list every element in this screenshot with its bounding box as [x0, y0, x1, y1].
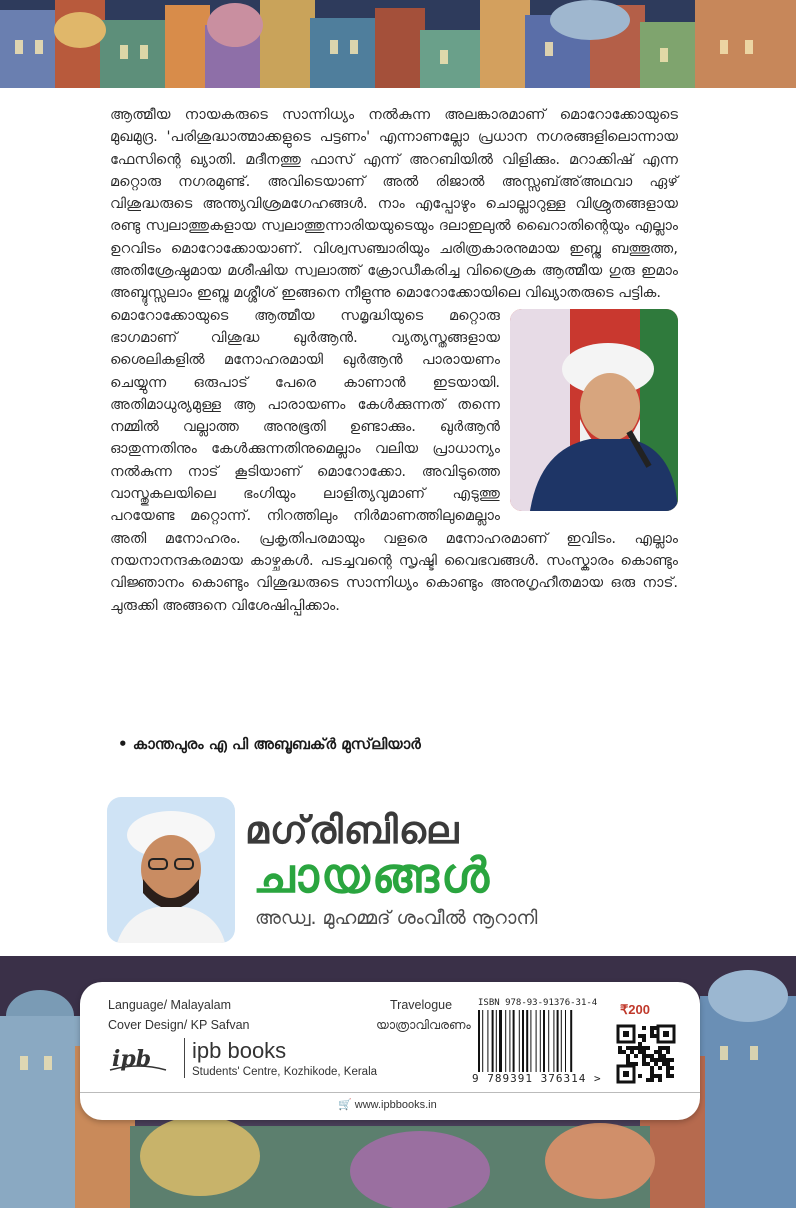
paragraph-1: ആത്മീയ നായകരുടെ സാന്നിധ്യം നൽകുന്ന അലങ്കാരമാണ് മൊറോക്കോയുടെ മുഖമുദ്ര. 'പരിശുദ്ധാത്മാക്കളുടെ പട്ടണം' എന്നാണല്ലോ പ്രധാന നഗരങ്ങളിലൊന്നായ ഫേസിന്റെ ഖ്യാതി. മദീനത്തു ഫാസ് എന്ന് അറബിയിൽ വിളിക്കും. മറാക്കിഷ് എന്ന മറ്റൊരു നഗരമുണ്ട്. അവിടെയാണ് അൽ രിജാൽ അസ്സബ്അ്അഥവാ ഏഴ് വിശുദ്ധരുടെ അന്ത്യവിശ്രമഗേഹങ്ങൾ. നാം എപ്പോഴും ചൊല്ലാറുള്ള വിശ്രുതങ്ങളായ രണ്ടു സ്വലാത്തുകളായ സ്വലാത്തുന്നാരിയയുടെയും ദലാഇലുൽ ഖൈറാതിന്റെയും എല്ലാം ഉറവിടം മൊറോക്കോയാണ്. വിശ്വസഞ്ചാരിയും ചരിത്രകാരനുമായ ഇബ്നു ബത്തൂത്ത, അതിശ്രേഷ്ഠമായ മശീഷിയ സ്വലാത്ത് ക്രോഡീകരിച്ച വിശ്രൈക ആത്മീയ ഗുരു ഇമാം അബ്ദുസ്സലാം ഇബ്നു മശ്ശീശ് ഇങ്ങനെ നീളുന്നു മൊറോക്കോയിലെ വിഖ്യാതരുടെ പട്ടിക.	[110, 106, 678, 302]
barcode-bar	[519, 1010, 520, 1072]
qr-cell	[666, 1050, 670, 1054]
cover-design-label: Cover Design/ KP Safvan	[108, 1018, 250, 1032]
qr-cell	[650, 1070, 654, 1074]
qr-cell	[650, 1078, 654, 1082]
barcode-bar	[496, 1010, 497, 1072]
qr-cell	[638, 1050, 642, 1054]
barcode-bar	[548, 1010, 549, 1072]
cart-icon: 🛒	[338, 1099, 352, 1111]
barcode-bar	[505, 1010, 506, 1072]
language-label: Language/ Malayalam	[108, 998, 231, 1012]
book-info-card	[80, 982, 700, 1120]
ipb-logo-icon	[108, 1040, 168, 1076]
isbn-label: ISBN 978-93-91376-31-4	[478, 998, 598, 1008]
book-title-line-2: ചായങ്ങൾ	[253, 848, 492, 904]
barcode-bar	[565, 1010, 566, 1072]
qr-cell	[646, 1054, 650, 1058]
qr-cell	[626, 1046, 630, 1050]
qr-cell	[642, 1038, 646, 1042]
barcode-bar	[540, 1010, 541, 1072]
qr-cell	[654, 1074, 658, 1078]
barcode-bar	[530, 1010, 531, 1072]
qr-cell	[638, 1034, 642, 1038]
barcode-bar	[561, 1010, 562, 1072]
barcode-bar	[487, 1010, 488, 1072]
website-link[interactable]	[338, 1098, 437, 1111]
qr-cell	[658, 1050, 662, 1054]
barcode-bar	[499, 1010, 502, 1072]
qr-cell	[638, 1042, 642, 1046]
qr-cell	[666, 1066, 670, 1070]
qr-cell	[658, 1046, 662, 1050]
qr-cell	[658, 1058, 662, 1062]
qr-cell	[646, 1046, 650, 1050]
paragraph-2: മൊറോക്കോയുടെ ആത്മീയ സമൃദ്ധിയുടെ മറ്റൊരു ഭാഗമാണ് വിശുദ്ധ ഖുർആൻ. വ്യത്യസ്തങ്ങളായ ശൈലികളിൽ മനോഹരമായി ഖുർആൻ പാരായണം ചെയ്യുന്ന ഒരുപാട് പേരെ കാണാൻ ഇടയായി. അതിമാധുര്യമുള്ള ആ പാരായണം കേൾക്കുന്നത് തന്നെ നമ്മിൽ വല്ലാത്ത അനുഭൂതി ഉണ്ടാക്കും. ഖുർആൻ ഓതുന്നതിനും കേൾക്കുന്നതിനുമെല്ലാം വലിയ പ്രാധാന്യം നൽകുന്ന നാട് കൂടിയാണ് മൊറോക്കോ. അവിടുത്തെ വാസ്തുകലയിലെ ഭംഗിയും ലാളിത്യവുമാണ് എടുത്തു പറയേണ്ട മറ്റൊന്ന്. നിറത്തിലും നിർമാണത്തിലുമെല്ലാം അതി മനോഹരം. പ്രകൃതിപരമായും വളരെ മനോഹരമാണ് ഇവിടം. എല്ലാം നയനാനന്ദകരമായ കാഴ്ചകൾ. പടച്ചവന്റെ സൃഷ്ടി വൈഭവങ്ങൾ. സംസ്കാരം കൊണ്ടും വിജ്ഞാനം കൊണ്ടും വിശുദ്ധരുടെ സാന്നിധ്യം കൊണ്ടും അനുഗൃഹീതമായ ഒരു നാട്. ചുരുക്കി അങ്ങനെ വിശേഷിപ്പിക്കാം.	[110, 306, 678, 614]
book-author: അഡ്വ. മുഹമ്മദ് ശംവീൽ നൂറാനി	[255, 907, 538, 929]
author-portrait-illustration	[107, 797, 235, 943]
barcode-bar	[557, 1010, 559, 1072]
barcode-bar	[570, 1010, 572, 1072]
price: ₹200	[620, 1002, 650, 1017]
qr-cell	[650, 1054, 654, 1058]
qr-cell	[658, 1066, 662, 1070]
qr-cell	[630, 1050, 634, 1054]
qr-cell	[626, 1054, 630, 1058]
qr-cell	[650, 1074, 654, 1078]
qr-cell	[650, 1066, 654, 1070]
qr-cell	[642, 1026, 646, 1030]
barcode-bar	[478, 1010, 480, 1072]
barcode-bar	[509, 1010, 510, 1072]
qr-cell	[654, 1050, 658, 1054]
qr-cell	[662, 1058, 666, 1062]
barcode-bar	[482, 1010, 483, 1072]
qr-cell	[638, 1074, 642, 1078]
qr-cell	[634, 1046, 638, 1050]
qr-cell	[658, 1054, 662, 1058]
top-illustration-band	[0, 0, 796, 88]
ipb-logo-text: ipb	[112, 1046, 152, 1072]
quote-author: • കാന്തപുരം എ പി അബൂബക്ർ മുസ്‌ലിയാർ	[118, 735, 421, 753]
qr-cell	[662, 1054, 666, 1058]
qr-cell	[658, 1078, 662, 1082]
ipb-logo	[108, 1040, 168, 1076]
qr-cell	[662, 1062, 666, 1066]
town-painting-top	[0, 0, 796, 88]
book-title-line-1: മഗ്‌രിബിലെ	[245, 808, 460, 852]
qr-cell	[642, 1034, 646, 1038]
qr-cell	[626, 1058, 630, 1062]
qr-cell	[650, 1034, 654, 1038]
qr-cell	[670, 1066, 674, 1070]
qr-cell	[630, 1046, 634, 1050]
qr-cell	[666, 1062, 670, 1066]
qr-cell	[658, 1074, 662, 1078]
author-photo	[107, 797, 235, 943]
qr-cell	[650, 1058, 654, 1062]
barcode-bar	[513, 1010, 515, 1072]
qr-cell	[662, 1046, 666, 1050]
qr-cell	[654, 1058, 658, 1062]
qr-cell	[642, 1054, 646, 1058]
qr-cell	[646, 1062, 650, 1066]
speaker-portrait-illustration	[510, 309, 678, 511]
speaker-photo	[510, 309, 678, 511]
qr-cell	[638, 1046, 642, 1050]
genre-english: Travelogue	[390, 998, 453, 1012]
qr-cell	[642, 1058, 646, 1062]
qr-cell	[650, 1030, 654, 1034]
qr-cell	[670, 1074, 674, 1078]
qr-cell	[666, 1058, 670, 1062]
barcode-bar	[492, 1010, 494, 1072]
barcode-bar	[522, 1010, 524, 1072]
qr-code	[616, 1024, 676, 1084]
qr-cell	[666, 1074, 670, 1078]
qr-cell	[666, 1046, 670, 1050]
qr-cell	[654, 1062, 658, 1066]
qr-cell	[618, 1050, 622, 1054]
qr-cell	[622, 1050, 626, 1054]
qr-cell	[642, 1062, 646, 1066]
card-divider	[80, 1092, 700, 1093]
qr-cell	[646, 1078, 650, 1082]
qr-cell	[642, 1046, 646, 1050]
qr-cell	[650, 1026, 654, 1030]
website-text: www.ipbbooks.in	[354, 1099, 437, 1111]
barcode-bar	[553, 1010, 554, 1072]
genre-malayalam: യാത്രാവിവരണം	[376, 1018, 471, 1032]
qr-cell	[670, 1058, 674, 1062]
isbn-digits: 9 789391 376314 >	[472, 1072, 602, 1085]
publisher-name: ipb books	[192, 1038, 287, 1063]
qr-cell	[642, 1050, 646, 1054]
barcode-bar	[543, 1010, 545, 1072]
publisher-address: Students' Centre, Kozhikode, Kerala	[192, 1066, 378, 1078]
qr-cell	[634, 1054, 638, 1058]
barcode-bar	[526, 1010, 528, 1072]
qr-cell	[666, 1070, 670, 1074]
qr-code-icon	[616, 1024, 676, 1084]
qr-cell	[618, 1046, 622, 1050]
back-cover-text	[110, 104, 678, 617]
logo-divider	[184, 1038, 185, 1078]
barcode-bar	[536, 1010, 537, 1072]
